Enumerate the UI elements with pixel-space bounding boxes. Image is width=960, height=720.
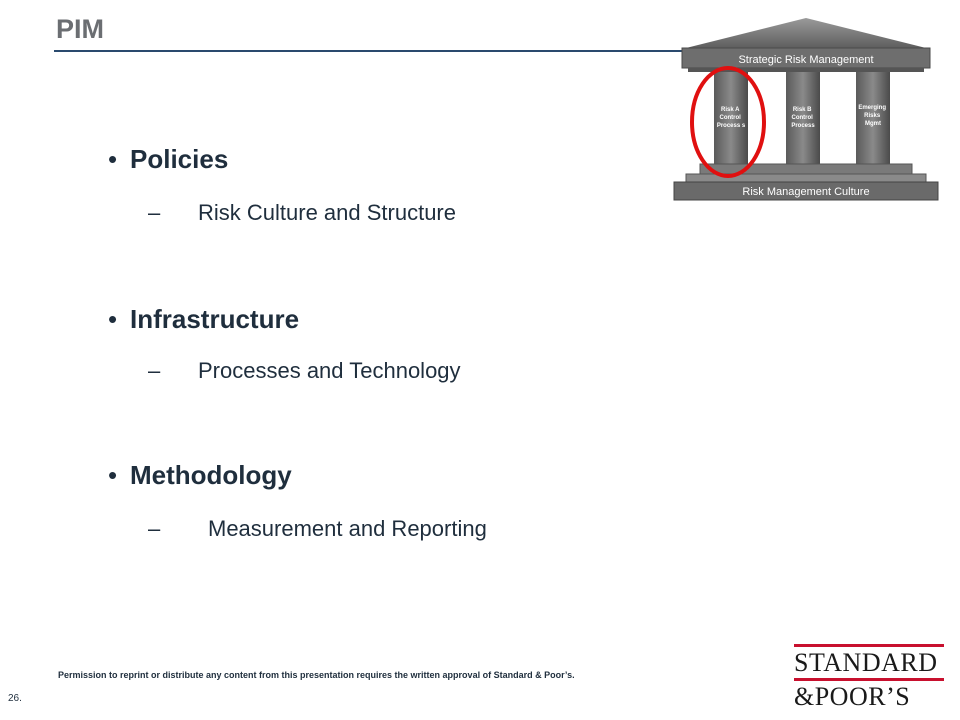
bullet-infrastructure xyxy=(108,304,299,335)
sub-bullet-text: Risk Culture and Structure xyxy=(198,200,456,225)
bullet-heading: Methodology xyxy=(130,460,292,490)
sub-bullet-dash: – xyxy=(148,200,161,225)
sub-bullet-infrastructure xyxy=(148,358,461,384)
sub-bullet-text: Processes and Technology xyxy=(198,358,461,383)
risk-temple-diagram xyxy=(670,14,942,206)
slide-title: PIM xyxy=(56,14,105,44)
bullet-methodology xyxy=(108,460,292,491)
bullet-dot: • xyxy=(108,304,118,334)
temple-roof-label: Strategic Risk Management xyxy=(738,54,874,66)
temple-base-label: Risk Management Culture xyxy=(742,186,870,198)
page-number: 26. xyxy=(8,693,22,704)
sub-bullet-dash: – xyxy=(148,358,161,383)
standard-poors-logo xyxy=(794,643,944,711)
pillar-a-label: Risk A Control Process s xyxy=(716,107,746,129)
pillar-c-label: Emerging Risks Mgmt xyxy=(858,105,886,127)
pillar-b-label: Risk B Control Process xyxy=(791,107,815,129)
bullet-heading: Infrastructure xyxy=(130,304,300,334)
sub-bullet-policies xyxy=(148,200,456,226)
logo-bar-top xyxy=(794,644,944,647)
temple-roof-pediment xyxy=(686,18,926,48)
sub-bullet-text: Measurement and Reporting xyxy=(208,516,487,541)
sub-bullet-dash: – xyxy=(148,516,161,541)
bullet-heading: Policies xyxy=(130,144,229,174)
bullet-policies xyxy=(108,144,228,175)
logo-line1: STANDARD xyxy=(794,648,938,677)
logo-bar-middle xyxy=(794,678,944,681)
pillar-emerging-risks xyxy=(856,72,890,168)
bullet-dot: • xyxy=(108,460,118,490)
logo-line2: &POOR’S xyxy=(794,682,911,711)
sub-bullet-methodology xyxy=(148,516,487,542)
bullet-dot: • xyxy=(108,144,118,174)
footer-disclaimer: Permission to reprint or distribute any content from this presentation requires the written approval of Standard & Poor’s. xyxy=(58,670,575,680)
